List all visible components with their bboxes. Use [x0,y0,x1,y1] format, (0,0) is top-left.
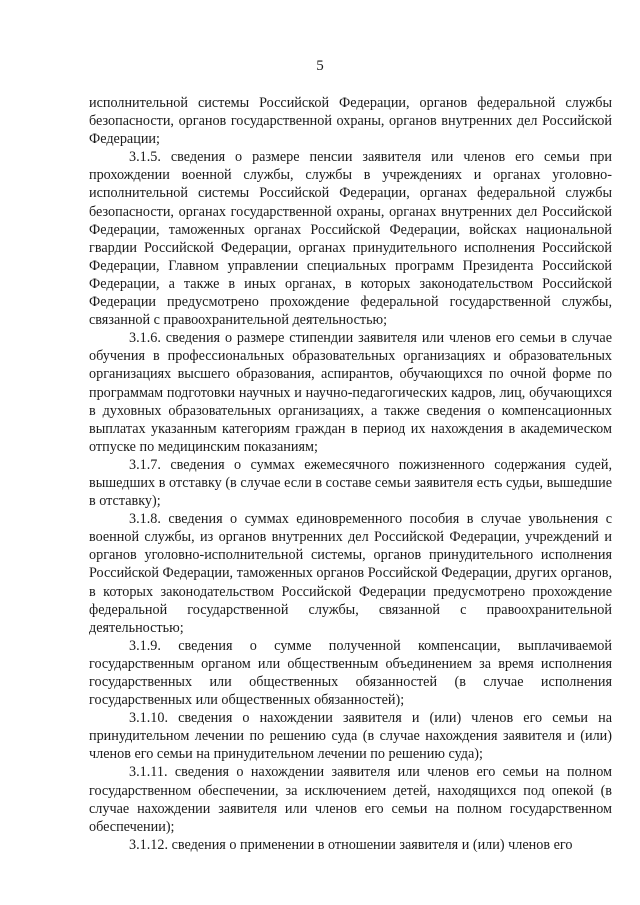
document-body [89,94,612,854]
paragraph-3-1-8: 3.1.8. сведения о суммах единовременного пособия в случае увольнения с военной службы, из органов внутренних дел Российской Федерации, учреждений и органов уголовно-исполнительной системы, органов принудительного исполнения Российской Федерации, таможенных органов Российской Федерации, других органов, в которых законодательством Российской Федерации предусмотрено прохождение федеральной государственной службы, связанной с правоохранительной деятельностью; [89,511,612,636]
paragraph-3-1-6: 3.1.6. сведения о размере стипендии заявителя или членов его семьи в случае обучения в профессиональных образовательных организациях и образовательных организациях высшего образования, аспирантов, обучающихся по очной форме по программам подготовки научных и научно-педагогических кадров, лиц, обучающихся в духовных образовательных организациях, а также сведения о компенсационных выплатах указанным категориям граждан в период их нахождения в академическом отпуске по медицинским показаниям; [89,330,612,455]
page-number: 5 [316,58,324,74]
paragraph-3-1-10: 3.1.10. сведения о нахождении заявителя и (или) членов его семьи на принудительном лечении по решению суда (в случае нахождения заявителя и (или) членов его семьи на принудительном лечении по решению суда); [89,710,612,763]
paragraph-3-1-9: 3.1.9. сведения о сумме полученной компенсации, выплачиваемой государственным органом или общественным объединением за время исполнения государственных или общественных обязанностей (в случае исполнения государственных или общественных обязанностей); [89,637,612,709]
paragraph-3-1-5: 3.1.5. сведения о размере пенсии заявителя или членов его семьи при прохождении военной службы, службы в учреждениях и органах уголовно-исполнительной системы Российской Федерации, органах федеральной службы безопасности, органах государственной охраны, органах внутренних дел Российской Федерации, таможенных органах Российской Федерации, войсках национальной гвардии Российской Федерации, органах принудительного исполнения Российской Федерации, Главном управлении специальных программ Президента Российской Федерации, а также в иных органах, в которых законодательством Российской Федерации предусмотрено прохождение федеральной государственной службы, связанной с правоохранительной деятельностью; [89,149,612,329]
paragraph-3-1-7: 3.1.7. сведения о суммах ежемесячного пожизненного содержания судей, вышедших в отставку (в случае если в составе семьи заявителя есть судьи, вышедшие в отставку); [89,456,612,510]
paragraph-continuation: исполнительной системы Российской Федерации, органов федеральной службы безопасности, органов государственной охраны, органов внутренних дел Российской Федерации; [89,95,612,148]
paragraph-3-1-12: 3.1.12. сведения о применении в отношении заявителя и (или) членов его [129,836,573,853]
paragraph-3-1-11: 3.1.11. сведения о нахождении заявителя или членов его семьи на полном государственном обеспечении, за исключением детей, находящихся под опекой (в случае нахождении заявителя или членов его семьи на полном государственном обеспечении); [89,764,612,835]
